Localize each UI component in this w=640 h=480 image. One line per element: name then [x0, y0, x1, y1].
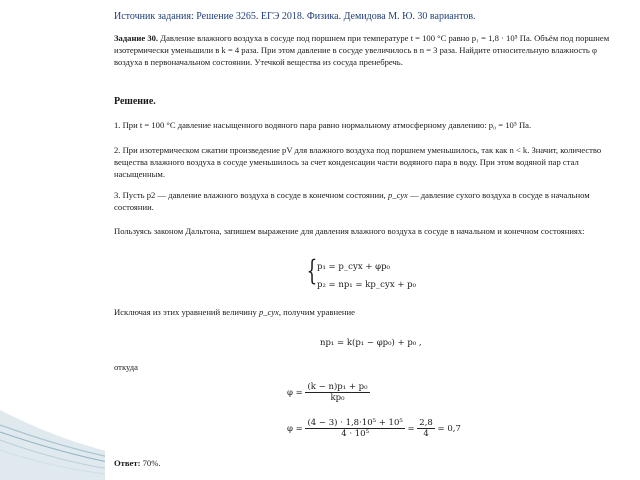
phi-numerator: (k − n)p₁ + p₀ — [307, 382, 368, 392]
problem-statement — [114, 33, 619, 68]
phi-lhs: φ = — [287, 388, 303, 398]
solution-heading: Решение. — [114, 96, 156, 107]
phi-calculation: φ = $\frac{\text{(4 − 3) · 1,8·10⁵ + 10⁵}}{\text{4 · 10⁵}}$ = $\frac{2,8}{4}$ = 0,7 — [287, 418, 461, 439]
calc-mid-fraction — [417, 418, 435, 439]
exclude-text-a: Исключая из этих уравнений величину — [114, 307, 257, 317]
exclude-text — [114, 307, 619, 319]
phi-denominator: kp₀ — [330, 393, 345, 403]
whence-text: откуда — [114, 362, 138, 372]
system-brace: { — [306, 254, 318, 287]
system-line-2: p₂ = np₁ = kp_сух + p₀ — [317, 280, 416, 290]
solution-step-2: 2. При изотермическом сжатии произведение pV для влажного воздуха под поршнем уменьшилось, так как n < k. Значит, количество вещества влажного воздуха в сосуде уменьшилось за счет конденсации части водяного пара в воду. При этом водяной пар стал насыщенным. — [114, 145, 602, 179]
source-link[interactable]: Источник задания: Решение 3265. ЕГЭ 2018. Физика. Демидова М. Ю. 30 вариантов. — [114, 11, 476, 22]
calc-fraction — [305, 418, 404, 439]
main-equation: np₁ = k(p₁ − φp₀) + p₀ , — [320, 338, 422, 348]
step3-text-a: 3. Пусть p2 — давление влажного воздуха в сосуде в конечном состоянии, — [114, 190, 386, 200]
calc-mid-numerator: 2,8 — [419, 418, 433, 428]
exclude-symbol: p_сух — [258, 307, 279, 317]
answer-line — [114, 458, 619, 470]
calc-denominator: 4 · 10⁵ — [341, 429, 369, 439]
calc-lhs: φ = — [287, 424, 303, 434]
exclude-text-b: , получим уравнение — [278, 307, 355, 317]
step1-text: 1. При t = 100 °C давление насыщенного водяного пара равно нормальному атмосферному давлению: — [114, 120, 487, 130]
system-line-1: p₁ = p_сух + φp₀ — [317, 262, 390, 272]
solution-step-1 — [114, 120, 619, 132]
dalton-text: Пользуясь законом Дальтона, запишем выражение для давления влажного воздуха в сосуде в начальном и конечном состояниях: — [114, 226, 585, 236]
problem-text-2: Объём под поршнем изотермически уменьшили в k = 4 раза. При этом давление в сосуде увеличилось в n = 3 раза. Найдите относительную влажность φ воздуха в первоначальном состоянии. Утечкой вещества из сосуда пренебречь. — [114, 33, 610, 67]
phi-formula — [287, 382, 370, 403]
step3-symbol: p_сух — [387, 190, 408, 200]
phi-fraction — [305, 382, 369, 403]
problem-text-1: Давление влажного воздуха в сосуде под поршнем при температуре t = 100 °C равно — [160, 33, 470, 43]
calc-result: = 0,7 — [437, 424, 461, 434]
calc-numerator: (4 − 3) · 1,8·10⁵ + 10⁵ — [307, 418, 403, 428]
calc-mid-denominator: 4 — [423, 429, 429, 439]
answer-label: Ответ: — [114, 458, 141, 468]
step3-text-b: — давление сухого воздуха в сосуде в начальном состоянии. — [114, 190, 590, 212]
answer-value: 70%. — [142, 458, 161, 468]
problem-p1: p₁ = 1,8 · 10⁵ Па. — [471, 33, 532, 43]
solution-step-3 — [114, 190, 619, 214]
step1-formula: p₀ = 10⁵ Па. — [488, 120, 532, 130]
document-page — [105, 0, 625, 480]
problem-title: Задание 30. — [114, 33, 159, 43]
